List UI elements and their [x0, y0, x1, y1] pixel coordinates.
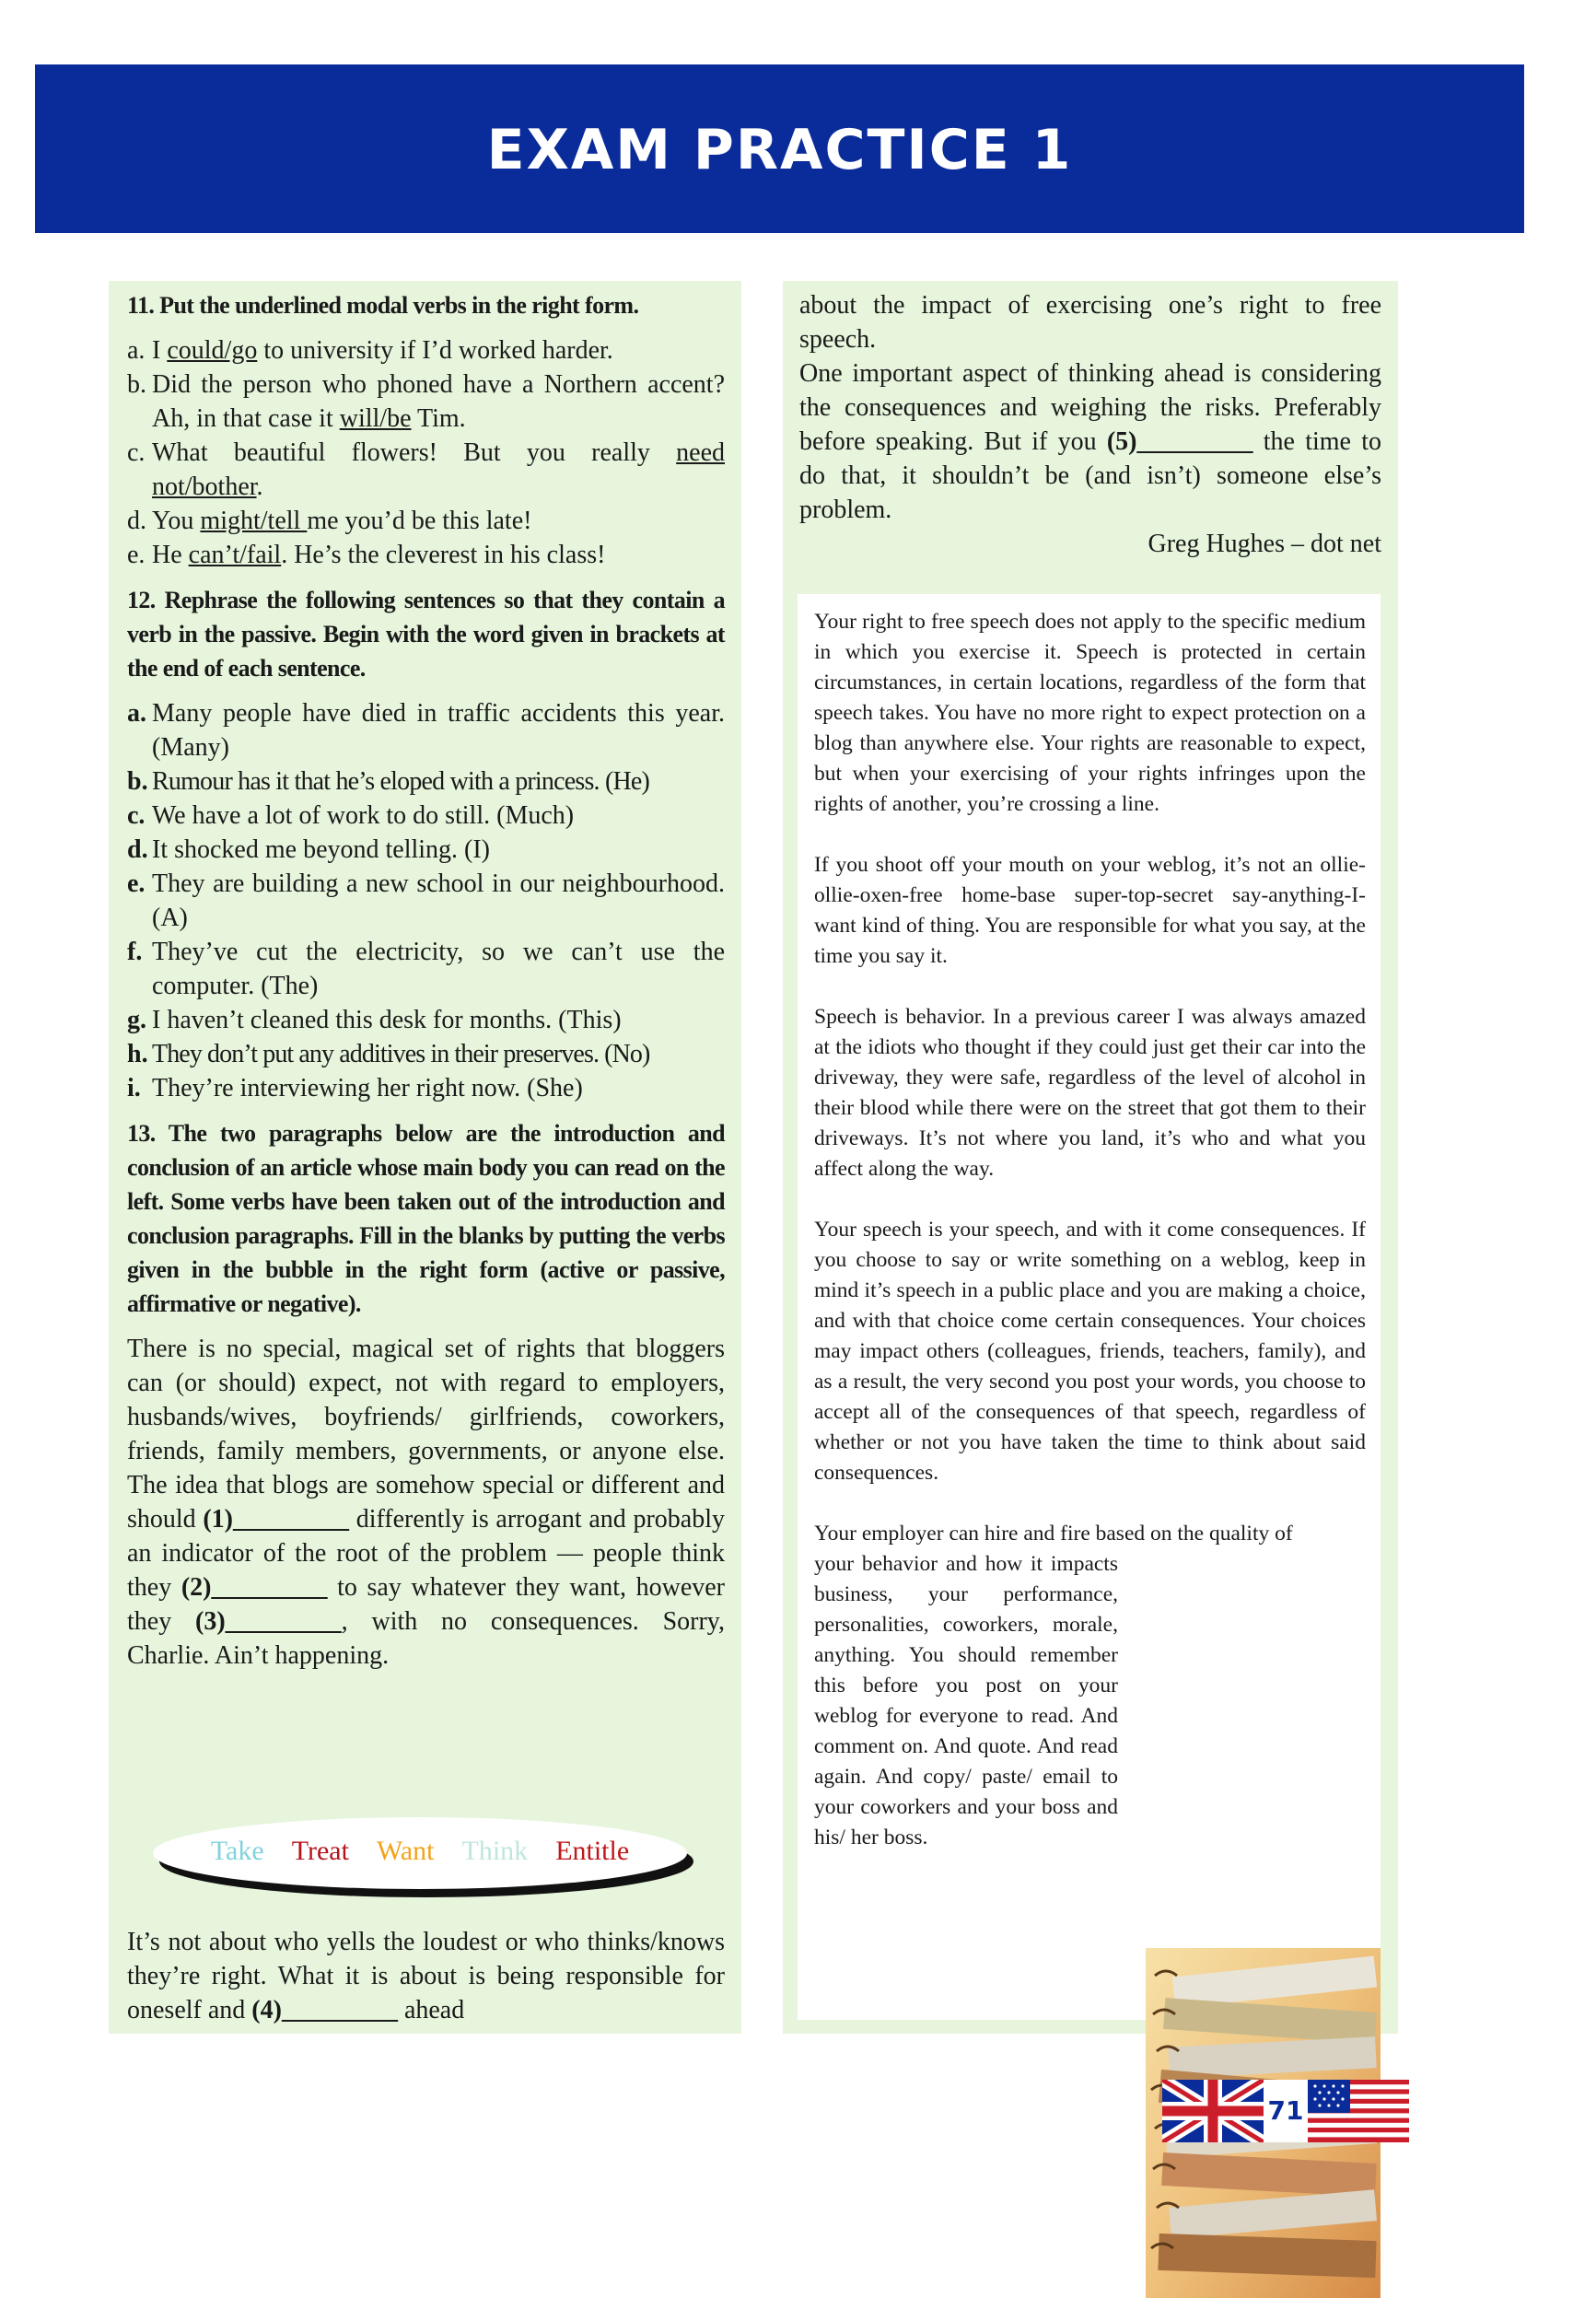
page-header: [35, 64, 1524, 233]
bubble-word: Take: [210, 1836, 264, 1866]
exercise-12-instruction: 12. Rephrase the following sentences so that they contain a verb in the passive. Begin with the word given in brackets at the end of each sentence.: [127, 587, 725, 682]
underlined-modal: can’t/fail: [188, 541, 282, 569]
blank-4: (4)_________: [251, 1996, 398, 2024]
list-item: h. They don’t put any additives in their preserves. (No): [127, 1040, 650, 1068]
page-footer: [1162, 2080, 1409, 2142]
blank-5: (5)_________: [1106, 427, 1253, 456]
conclusion-continued: about the impact of exercising one’s right to free speech.: [799, 291, 1381, 354]
exercise-11-instruction: 11. Put the underlined modal verbs in the right form.: [127, 292, 639, 319]
underlined-modal: might/tell: [200, 507, 308, 535]
bubble-word: Want: [376, 1836, 435, 1866]
exercise-12-list: [127, 696, 725, 1105]
underlined-modal: need not/bother: [152, 438, 725, 501]
conclusion-continued-2: One important aspect of thinking ahead is considering the consequences and weighing the risks. Preferably before speaking. But if you (5)_________ the time to do that, it shouldn’t be (and isn’t) someone else’s problem.: [799, 359, 1381, 524]
list-item: e. They are building a new school in our neighbourhood. (A): [127, 869, 725, 932]
us-flag-icon: [1308, 2080, 1409, 2142]
blank-3: (3)_________: [195, 1607, 342, 1636]
underlined-modal: could/go: [167, 336, 258, 365]
exercise-11-list: [127, 333, 725, 572]
bubble-word: Entitle: [555, 1836, 630, 1866]
list-item: d. You might/tell me you’d be this late!: [127, 507, 532, 535]
list-item: c. We have a lot of work to do still. (Much): [127, 801, 575, 830]
bubble-word: Treat: [291, 1836, 349, 1866]
underlined-modal: will/be: [339, 404, 412, 433]
article-box: [798, 594, 1380, 2020]
article-paragraph: If you shoot off your mouth on your weblog, it’s not an ollie-ollie-oxen-free home-base super-top-secret say-anything-I-want kind of thing. You are responsible for what you say, at the time you say it.: [814, 853, 1366, 968]
list-item: b. Did the person who phoned have a Northern accent? Ah, in that case it will/be Tim.: [127, 370, 725, 433]
page-number: 71: [1264, 2080, 1308, 2142]
list-item: a. Many people have died in traffic accidents this year. (Many): [127, 699, 725, 762]
list-item: d. It shocked me beyond telling. (I): [127, 835, 491, 864]
list-item: c. What beautiful flowers! But you really need not/bother.: [127, 438, 725, 501]
list-item: f. They’ve cut the electricity, so we can’t use the computer. (The): [127, 938, 725, 1000]
blank-2: (2)_________: [181, 1573, 328, 1602]
conclusion-paragraph: It’s not about who yells the loudest or who thinks/knows they’re right. What it is about is being responsible for oneself and (4)_________ ahead: [127, 1928, 725, 2024]
blank-1: (1)_________: [203, 1505, 350, 1534]
article-paragraph: Speech is behavior. In a previous career I was always amazed at the idiots who thought if they could just get their car into the driveway, they were safe, regardless of the level of alcohol in their blood while there were on the street that got them to their driveways. It’s not where you land, it’s who and what you affect along the way.: [814, 1005, 1366, 1181]
verb-bubble: [153, 1817, 687, 1889]
uk-flag-icon: [1162, 2080, 1264, 2142]
list-item: b. Rumour has it that he’s eloped with a princess. (He): [127, 767, 650, 796]
article-paragraph: Your right to free speech does not apply to the specific medium in which you exercise it. Speech is protected in certain circumstances, in certain locations, regardless of the form that speech takes. You have no more right to expect protection on a blog than anywhere else. Your rights are reasonable to expect, but when your exercising of your rights infringes upon the rights of another, you’re crossing a line.: [814, 610, 1366, 816]
article-paragraph: Your employer can hire and fire based on the quality of your behavior and how it impacts business, your performance, personalities, coworkers, morale, anything. You should remember this before you post on your weblog for everyone to read. And comment on. And quote. And read again. And copy/ paste/ email to your coworkers and your boss and his/ her boss.: [814, 1522, 1293, 1849]
left-column: [109, 281, 741, 2034]
exercise-13-instruction: 13. The two paragraphs below are the introduction and conclusion of an article whose main body you can read on the left. Some verbs have been taken out of the introduction and conclusion paragraphs. Fill in the blanks by putting the verbs given in the bubble in the right form (active or passive, affirmative or negative).: [127, 1120, 725, 1317]
list-item: g. I haven’t cleaned this desk for months. (This): [127, 1006, 622, 1034]
introduction-paragraph: There is no special, magical set of rights that bloggers can (or should) expect, not with regard to employers, husbands/wives, boyfriends/ girlfriends, coworkers, friends, family members, governments, or anyone else. The idea that blogs are somehow special or different and should (1)_________ differently is arrogant and probably an indicator of the root of the problem — people think they (2)_________ to say whatever they want, however they (3)_________, with no consequences. Sorry, Charlie. Ain’t happening.: [127, 1335, 725, 1670]
list-item: e. He can’t/fail. He’s the cleverest in his class!: [127, 541, 606, 569]
page-title: EXAM PRACTICE 1: [486, 118, 1073, 182]
author-signature: Greg Hughes – dot net: [1147, 530, 1381, 558]
article-paragraph: Your speech is your speech, and with it come consequences. If you choose to say or write something on a weblog, keep in mind it’s speech in a public place and you are making a choice, and with that choice come certain consequences. Your choices may impact others (colleagues, friends, teachers, family), and as a result, the very second you post your words, you choose to accept all of the consequences of that speech, regardless of whether or not you have taken the time to think about said consequences.: [814, 1218, 1366, 1485]
right-column: [783, 281, 1398, 2034]
list-item: i. They’re interviewing her right now. (She): [127, 1074, 583, 1102]
list-item: a. I could/go to university if I’d worked harder.: [127, 336, 613, 365]
bubble-word: Think: [461, 1836, 529, 1866]
